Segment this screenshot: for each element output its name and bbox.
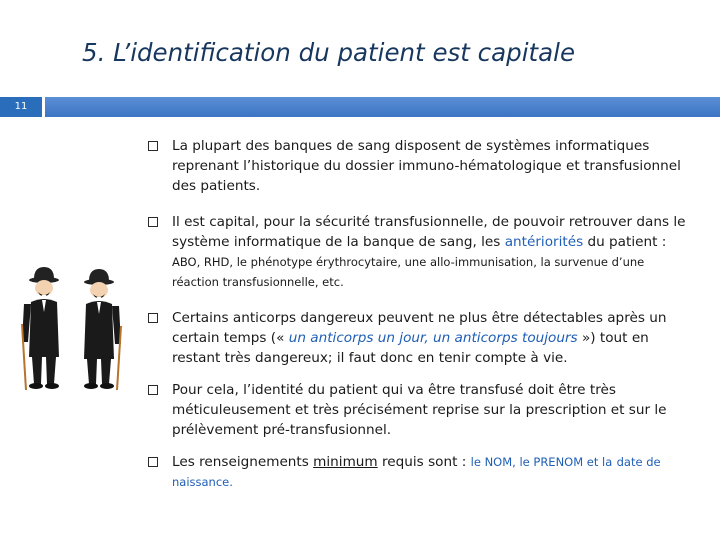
header-band (0, 97, 720, 117)
bullet-list (148, 136, 688, 492)
bullet-item (148, 136, 688, 196)
highlight-text: date de naissance. (172, 455, 661, 489)
bullet-item (148, 452, 688, 492)
bullet-text: Pour cela, l’identité du patient qui va être transfusé doit être très méticuleusement et très précisément reprise sur la prescription et sur le prélèvement pré-transfusionnel. (172, 382, 667, 438)
highlight-text: antériorités (504, 234, 584, 250)
bullet-text: Il est capital, pour la sécurité transfusionnelle, de pouvoir retrouver dans le système informatique de la banque de sang, les (172, 214, 686, 250)
bullet-text: du patient : (587, 234, 667, 250)
bullet-text: Certains anticorps dangereux peuvent ne plus être détectables après un certain temps (« (172, 310, 667, 346)
highlight-text: le NOM, le PRENOM et la (470, 455, 613, 469)
quote-text: un anticorps un jour, un anticorps toujours (288, 330, 578, 346)
square-bullet-icon (148, 313, 158, 323)
two-detectives-icon (14, 262, 134, 392)
bullet-text: Les renseignements (172, 454, 314, 470)
detail-text: ABO, RHD, le phénotype érythrocytaire, une allo-immunisation, la survenue d’une réaction transfusionnelle, etc. (172, 255, 645, 289)
bullet-item (148, 380, 688, 440)
slide-number: 11 (0, 97, 42, 117)
square-bullet-icon (148, 385, 158, 395)
bullet-item (148, 308, 688, 368)
bullet-text: ») tout en restant très dangereux; il faut donc en tenir compte à vie. (172, 330, 649, 366)
underlined-text: minimum (313, 454, 378, 470)
bullet-text: requis sont : (377, 454, 471, 470)
square-bullet-icon (148, 217, 158, 227)
slide-title: 5. L’identification du patient est capitale (82, 38, 576, 67)
header-bar (45, 97, 720, 117)
bullet-item (148, 212, 688, 292)
bullet-text: La plupart des banques de sang disposent de systèmes informatiques reprenant l’historique du dossier immuno-hématologique et transfusionnel des patients. (172, 138, 681, 194)
square-bullet-icon (148, 141, 158, 151)
square-bullet-icon (148, 457, 158, 467)
